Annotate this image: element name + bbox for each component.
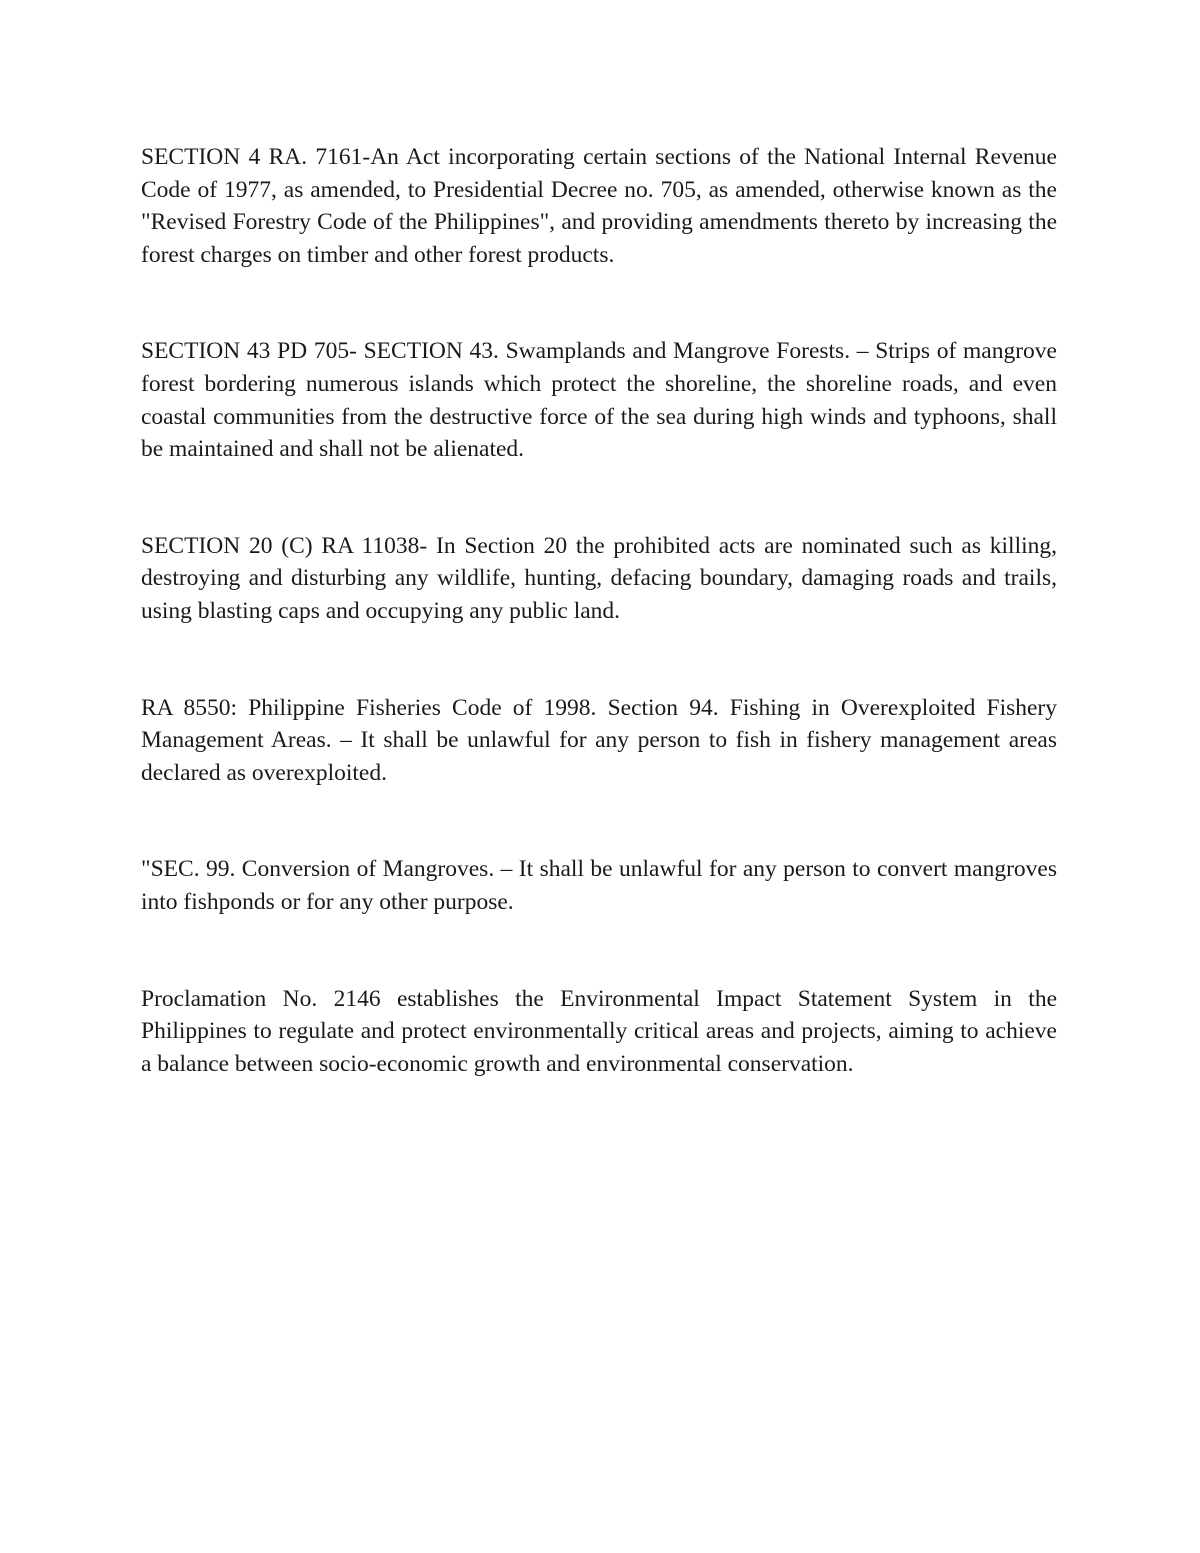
paragraph-pd-705-section-43: SECTION 43 PD 705- SECTION 43. Swamplands and Mangrove Forests. – Strips of mangrove forest bordering numerous islands which protect the shoreline, the shoreline roads, and even coastal communities from the destructive force of the sea during high winds and typhoons, shall be maintained and shall not be alienated. <box>141 338 1057 463</box>
paragraph-ra-8550-section-94: RA 8550: Philippine Fisheries Code of 1998. Section 94. Fishing in Overexploited Fishery Management Areas. – It shall be unlawful for any person to fish in fishery management areas declared as overexploited. <box>141 694 1057 786</box>
paragraph-ra-7161: SECTION 4 RA. 7161-An Act incorporating certain sections of the National Internal Revenue Code of 1977, as amended, to Presidential Decree no. 705, as amended, otherwise known as the "Revised Forestry Code of the Philippines", and providing amendments thereto by increasing the forest charges on timber and other forest products. <box>141 144 1057 268</box>
paragraph-ra-11038-section-20: SECTION 20 (C) RA 11038- In Section 20 the prohibited acts are nominated such as killing, destroying and disturbing any wildlife, hunting, defacing boundary, damaging roads and trails, using blasting caps and occupying any public land. <box>141 532 1057 624</box>
document-body <box>141 141 1057 1080</box>
paragraph-proclamation-2146: Proclamation No. 2146 establishes the Environmental Impact Statement System in the Philippines to regulate and protect environmentally critical areas and projects, aiming to achieve a balance between socio-economic growth and environmental conservation. <box>141 985 1057 1077</box>
paragraph-sec-99-mangroves: "SEC. 99. Conversion of Mangroves. – It shall be unlawful for any person to convert mangroves into fishponds or for any other purpose. <box>141 856 1057 915</box>
